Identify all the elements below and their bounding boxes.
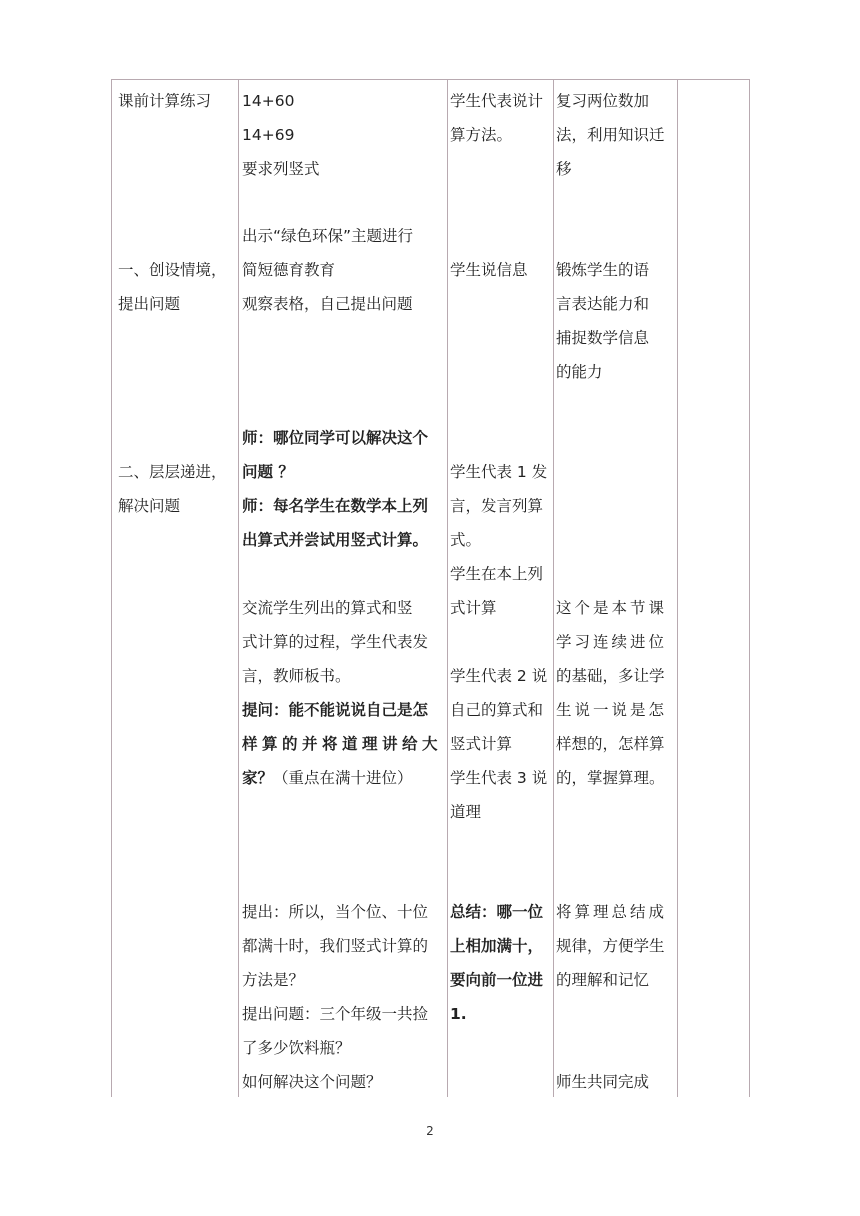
student-solve-line: 自己的算式和 — [450, 701, 544, 719]
stage-solve — [118, 455, 227, 523]
intent-summary-line: 将算理总结成 — [556, 903, 668, 921]
teacher-q2-line: 出算式并尝试用竖式计算。 — [242, 531, 429, 549]
student-solve — [450, 455, 547, 829]
teacher-exchange-line: 交流学生列出的算式和竖 — [242, 599, 413, 617]
intent-scenario-line: 捕捉数学信息 — [556, 329, 650, 347]
teacher-q2-line: 师：每名学生在数学本上列 — [242, 497, 429, 515]
spacer — [556, 1031, 667, 1065]
student-summary — [450, 895, 543, 1031]
spacer — [556, 997, 667, 1031]
teacher-exchange-line: 言，教师板书。 — [242, 667, 351, 685]
intent-warmup-line: 复习两位数加 — [556, 92, 650, 110]
intent-warmup-line: 移 — [556, 160, 572, 178]
stage-solve-line: 解决问题 — [118, 497, 181, 515]
teacher-solve — [242, 421, 442, 795]
teacher-summary-line: 方法是？ — [242, 971, 305, 989]
stage-scenario-line: 提出问题 — [118, 295, 181, 313]
teacher-exchange-line: 式计算的过程，学生代表发 — [242, 633, 429, 651]
table-border-col5 — [749, 79, 750, 1097]
table-border-col2 — [447, 79, 448, 1097]
teacher-summary-line: 提出：所以，当个位、十位 — [242, 903, 429, 921]
student-scenario: 学生说信息 — [450, 261, 528, 279]
teacher-summary-line: 如何解决这个问题？ — [242, 1073, 382, 1091]
student-solve-line: 道理 — [450, 803, 482, 821]
intent-warmup — [556, 84, 665, 186]
teacher-summary-line: 提出问题：三个年级一共捡 — [242, 1005, 429, 1023]
intent-solve-line: 这个是本节课 — [556, 599, 668, 617]
teacher-summary-line: 了多少饮料瓶？ — [242, 1039, 351, 1057]
student-summary-line: 要向前一位进 — [450, 971, 544, 989]
stage-scenario-line: 一、创设情境， — [118, 261, 227, 279]
stage-scenario — [118, 253, 227, 321]
student-solve-line: 学生在本上列 — [450, 565, 544, 583]
teacher-warmup-line: 14+69 — [242, 126, 295, 144]
intent-solve-line: 学习连续进位 — [556, 633, 668, 651]
teacher-warmup-line: 14+60 — [242, 92, 295, 110]
student-warmup — [450, 84, 543, 152]
spacer — [242, 557, 442, 591]
teacher-warmup — [242, 84, 320, 186]
table-border-col4 — [677, 79, 678, 1097]
student-solve-line: 式计算 — [450, 599, 497, 617]
intent-solve-line: 的基础，多让学 — [556, 667, 665, 685]
intent-scenario-line: 言表达能力和 — [556, 295, 650, 313]
teacher-q1-line: 问题 ？ — [242, 463, 294, 481]
teacher-scenario-line: 观察表格，自己提出问题 — [242, 295, 413, 313]
intent-solve — [556, 591, 667, 795]
student-solve-line: 学生代表 2 说 — [450, 667, 548, 685]
table-top-border — [111, 79, 749, 80]
teacher-ask-line: 样算的并将道理讲给大 — [242, 735, 443, 753]
teacher-warmup-line: 要求列竖式 — [242, 160, 320, 178]
intent-summary-line: 的理解和记忆 — [556, 971, 650, 989]
teacher-q1-line: 师：哪位同学可以解决这个 — [242, 429, 429, 447]
student-solve-line: 式。 — [450, 531, 482, 549]
intent-summary-line: 师生共同完成 — [556, 1073, 650, 1091]
student-solve-line: 言，发言列算 — [450, 497, 544, 515]
intent-scenario-line: 锻炼学生的语 — [556, 261, 650, 279]
teacher-summary — [242, 895, 428, 1099]
intent-summary-line: 规律，方便学生 — [556, 937, 665, 955]
student-solve-line: 学生代表 1 发 — [450, 463, 548, 481]
teacher-summary-line: 都满十时，我们竖式计算的 — [242, 937, 429, 955]
teacher-ask-line: 提问：能不能说说自己是怎 — [242, 701, 429, 719]
teacher-scenario — [242, 219, 413, 321]
intent-scenario — [556, 253, 649, 389]
intent-solve-line: 的，掌握算理。 — [556, 769, 665, 787]
intent-warmup-line: 法，利用知识迁 — [556, 126, 665, 144]
student-warmup-line: 学生代表说计 — [450, 92, 544, 110]
teacher-ask-last-line — [242, 761, 442, 795]
student-summary-line: 上相加满十， — [450, 937, 544, 955]
teacher-scenario-line: 简短德育教育 — [242, 261, 336, 279]
student-warmup-line: 算方法。 — [450, 126, 513, 144]
table-border-col0 — [111, 79, 112, 1097]
spacer — [450, 625, 547, 659]
teacher-ask-note: （重点在满十进位） — [273, 769, 413, 787]
student-summary-line: 总结：哪一位 — [450, 903, 544, 921]
stage-solve-line: 二、层层递进， — [118, 463, 227, 481]
intent-scenario-line: 的能力 — [556, 363, 603, 381]
student-solve-line: 学生代表 3 说 — [450, 769, 548, 787]
student-summary-line: 1. — [450, 1005, 467, 1023]
teacher-ask-bold-tail: 家？ — [242, 769, 274, 787]
stage-warmup: 课前计算练习 — [118, 92, 212, 110]
intent-solve-line: 生说一说是怎 — [556, 701, 668, 719]
teacher-scenario-line: 出示“绿色环保”主题进行 — [242, 227, 414, 245]
table-border-col3 — [553, 79, 554, 1097]
table-border-col1 — [238, 79, 239, 1097]
page-number: 2 — [426, 1124, 434, 1138]
intent-solve-line: 样想的，怎样算 — [556, 735, 665, 753]
intent-summary — [556, 895, 667, 1099]
student-solve-line: 竖式计算 — [450, 735, 513, 753]
